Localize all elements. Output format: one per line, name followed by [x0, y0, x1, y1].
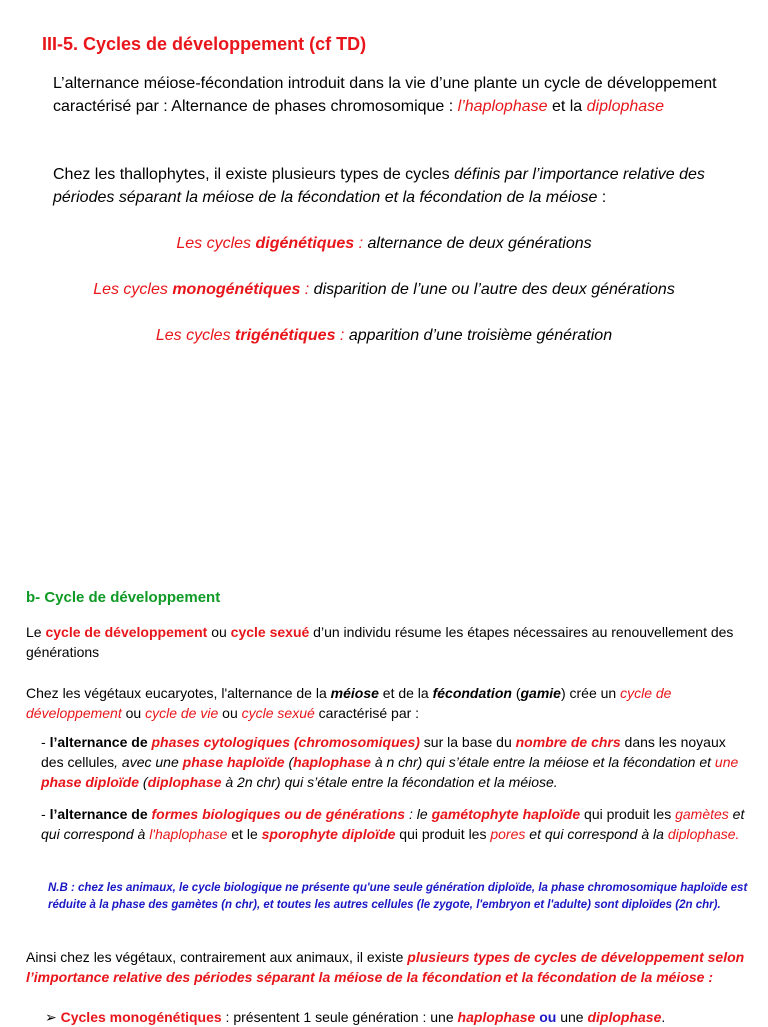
diplophase-term: diplophase [586, 98, 665, 115]
subsection-title: b- Cycle de développement [26, 589, 221, 606]
haplophase-term: l’haplophase [457, 98, 548, 115]
eukaryote-paragraph: Chez les végétaux eucaryotes, l'alternance de la méiose et de la fécondation (gamie) crée un cycle de développement ou cycle de vie ou cycle sexué caractérisé par : [26, 685, 672, 721]
bullet-phases: - l’alternance de phases cytologiques (chromosomiques) sur la base du nombre de chrs dans les noyaux des cellules, avec une phase haploïde (haplophase à n chr) qui s’étale entre la méiose et la fécondation et une phase diploïde (diplophase à 2n chr) qui s’étale entre la fécondation et la méiose. [41, 734, 739, 790]
cycle-trigenetic: Les cycles trigénétiques : apparition d’une troisième génération [155, 327, 613, 344]
thallophytes-paragraph: Chez les thallophytes, il existe plusieurs types de cycles définis par l’importance relative des périodes séparant la méiose de la fécondation et la fécondation de la méiose : [53, 166, 705, 206]
bullet-generations: - l’alternance de formes biologiques ou de générations : le gamétophyte haploïde qui produit les gamètes et qui correspond à l'haplophase et le sporophyte diploïde qui produit les pores et qui correspond à la diplophase. [41, 806, 745, 842]
intro-paragraph: L’alternance méiose-fécondation introduit dans la vie d’une plante un cycle de développement caractérisé par : Alternance de phases chromosomique : l’haplophase et la diplophase [53, 75, 717, 115]
cycle-digenetic: Les cycles digénétiques : alternance de deux générations [176, 235, 592, 252]
arrow-bullet-icon: ➢ [45, 1009, 61, 1025]
nota-bene-note: N.B : chez les animaux, le cycle biologique ne présente qu'une seule génération diploïde, la phase chromosomique haploïde est réduite à la phase des gamètes (n chr), et toutes les autres cellules (le zygote, l'embryon et l'adulte) sont diploïdes (2n chr). [48, 882, 748, 911]
cycle-monogenetic: Les cycles monogénétiques : disparition de l’une ou l’autre des deux générations [93, 281, 675, 298]
conclusion-paragraph: Ainsi chez les végétaux, contrairement aux animaux, il existe plusieurs types de cycles de développement selon l’importance relative des périodes séparant la méiose de la fécondation et la fécondation de la méiose : [26, 949, 745, 985]
definition-paragraph: Le cycle de développement ou cycle sexué d’un individu résume les étapes nécessaires au renouvellement des générations [26, 624, 734, 660]
monogenetic-bullet: ➢ Cycles monogénétiques : présentent 1 seule génération : une haplophase ou une diplophase. [45, 1009, 666, 1025]
section-title: III-5. Cycles de développement (cf TD) [42, 34, 367, 54]
